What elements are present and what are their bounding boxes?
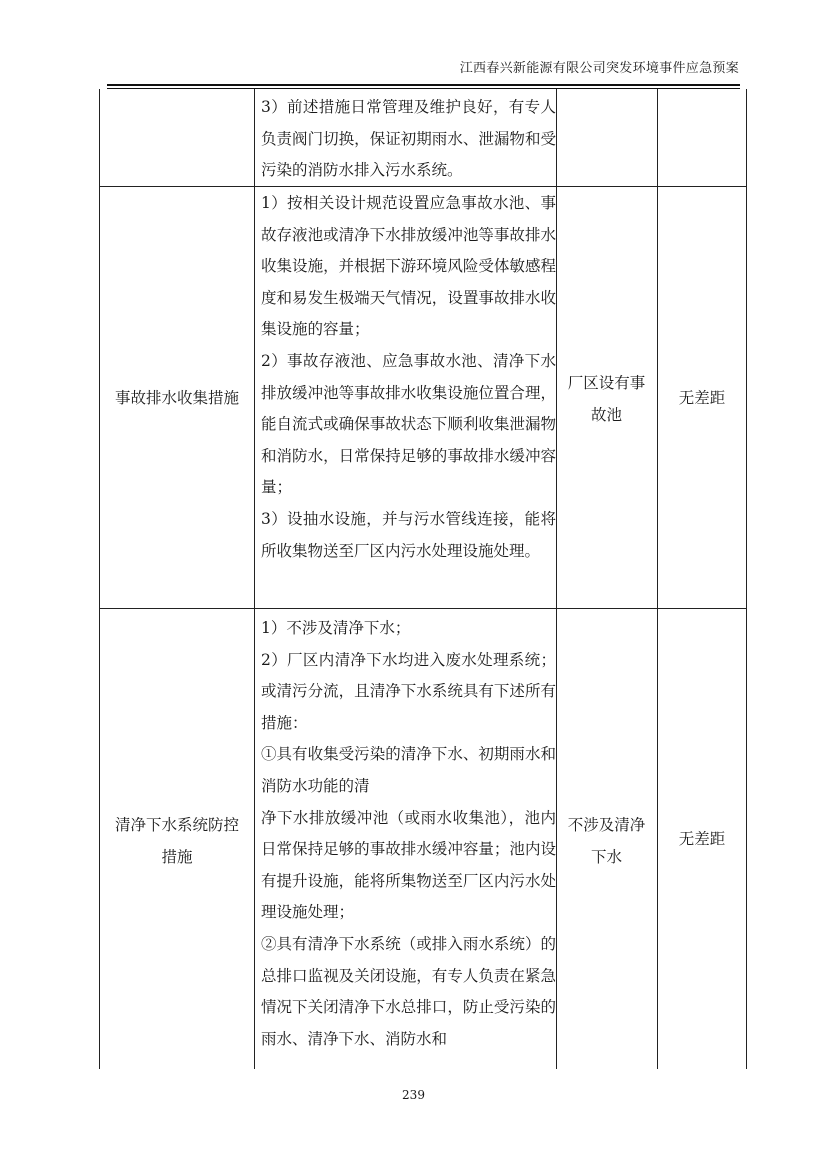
row-1-description — [261, 92, 556, 187]
description-paragraph: ②具有清净下水系统（或排入雨水系统）的总排口监视及关闭设施，有专人负责在紧急情况下关闭清净下水总排口，防止受污染的雨水、清净下水、消防水和 — [261, 934, 556, 1048]
header-rule-thick — [107, 84, 740, 86]
document-header: 江西春兴新能源有限公司突发环境事件应急预案 — [459, 61, 739, 76]
row-3-gap: 无差距 — [678, 830, 726, 848]
description-paragraph: 3）前述措施日常管理及维护良好，有专人负责阀门切换，保证初期雨水、泄漏物和受污染的消防水排入污水系统。 — [261, 98, 556, 180]
row-3-description — [261, 613, 556, 1055]
row-2-status: 厂区设有事故池 — [567, 374, 646, 424]
table-border-right — [746, 89, 747, 1069]
row-2-description — [261, 188, 556, 567]
description-paragraph: ①具有收集受污染的清净下水、初期雨水和消防水功能的清 — [261, 745, 556, 795]
table-divider-1 — [254, 89, 255, 1069]
row-3-status: 不涉及清净下水 — [567, 816, 646, 866]
description-paragraph: 净下水排放缓冲池（或雨水收集池），池内日常保持足够的事故排水缓冲容量；池内设有提升设施，能将所集物送至厂区内污水处理设施处理； — [261, 808, 556, 922]
row-separator-2 — [99, 608, 747, 609]
description-paragraph: 2）事故存液池、应急事故水池、清净下水排放缓冲池等事故排水收集设施位置合理，能自流式或确保事故状态下顺利收集泄漏物和消防水，日常保持足够的事故排水缓冲容量； — [261, 351, 556, 497]
table-divider-2 — [556, 89, 557, 1069]
table-divider-3 — [657, 89, 658, 1069]
row-2-item: 事故排水收集措施 — [114, 389, 239, 407]
description-paragraph: 2）厂区内清净下水均进入废水处理系统；或清污分流，且清净下水系统具有下述所有措施： — [261, 650, 556, 732]
header-rule-thin — [107, 88, 740, 89]
table-border-left — [99, 89, 100, 1069]
description-paragraph: 3）设抽水设施，并与污水管线连接，能将所收集物送至厂区内污水处理设施处理。 — [261, 509, 556, 560]
row-3-item: 清净下水系统防控措施 — [114, 816, 239, 866]
description-paragraph: 1）按相关设计规范设置应急事故水池、事故存液池或清净下水排放缓冲池等事故排水收集设施，并根据下游环境风险受体敏感程度和易发生极端天气情况，设置事故排水收集设施的容量； — [261, 194, 556, 339]
description-paragraph: 1）不涉及清净下水； — [261, 619, 411, 637]
row-2-gap: 无差距 — [678, 389, 726, 407]
page-number: 239 — [402, 1088, 425, 1102]
